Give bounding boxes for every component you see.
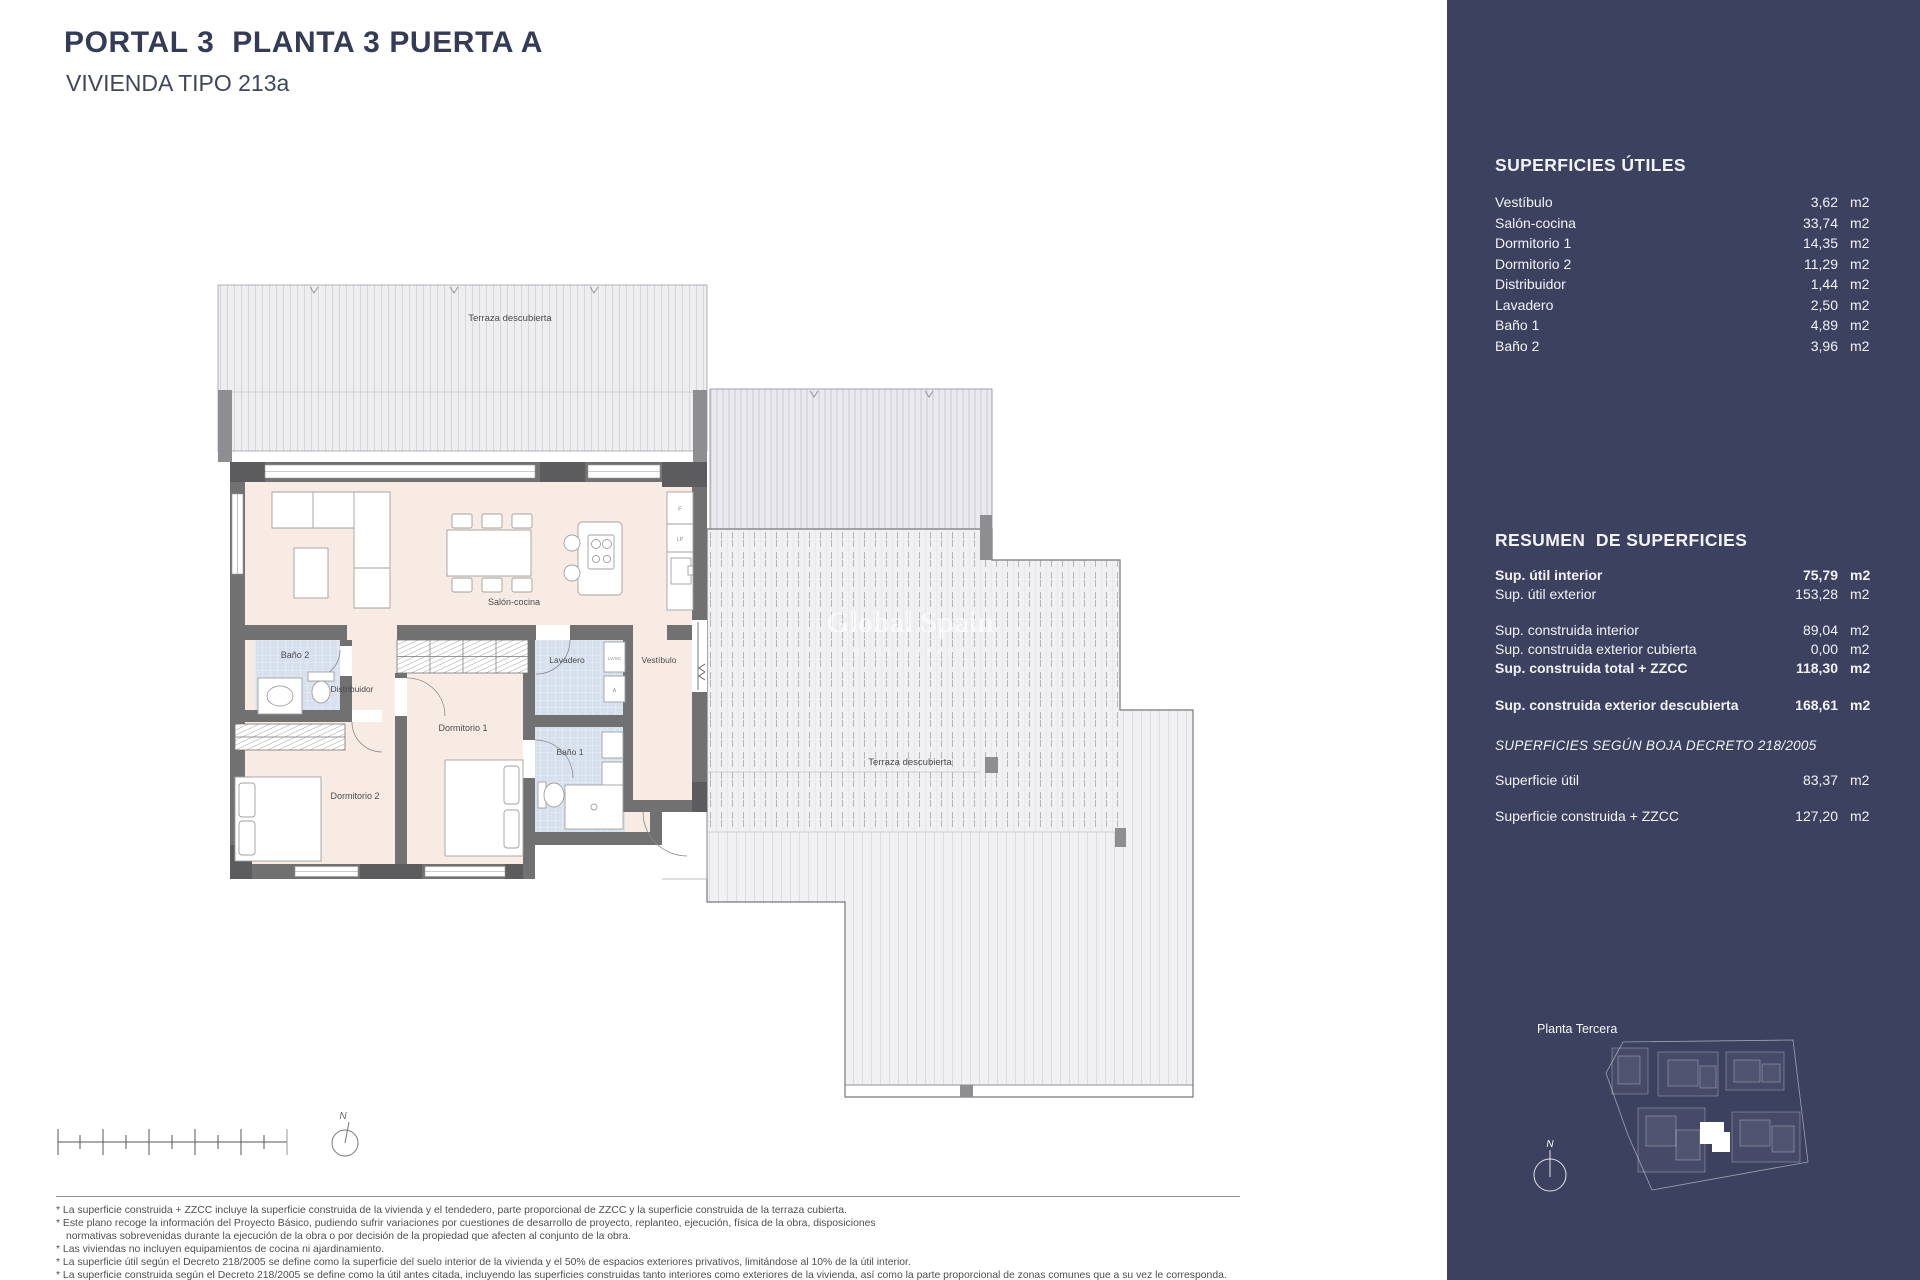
footnote-line: * La superficie construida según el Decreto 218/2005 se define como la útil antes citada, incluyendo las superficies construidas tanto interiores como exteriores de la vivienda, así como la parte proporcional de zonas comunes que a su vez le corresponda. xyxy=(56,1270,1227,1280)
bedroom1-label: Dormitorio 1 xyxy=(438,723,488,733)
summary-row: Sup. construida exterior cubierta 0,00 m2 xyxy=(1495,641,1870,657)
siteplan-north-icon xyxy=(1534,1139,1566,1191)
fridge-label: F xyxy=(678,507,682,513)
footnote-line: * Las viviendas no incluyen equipamientos de cocina ni ajardinamiento. xyxy=(56,1244,385,1256)
site-mini-plan xyxy=(1500,1030,1920,1230)
storage-label: A xyxy=(612,688,617,694)
surface-row: Dormitorio 2 11,29 m2 xyxy=(1495,255,1870,272)
footnotes xyxy=(56,1196,1356,1280)
surfaces-summary-section xyxy=(1447,530,1920,716)
useful-surfaces-title: SUPERFICIES ÚTILES xyxy=(1495,155,1686,175)
dining-table xyxy=(447,530,531,576)
bath1-cabinet xyxy=(602,732,623,758)
footnote-line: * La superficie útil según el Decreto 218/2005 se define como la superficie del suelo interior de la vivienda y el 50% de espacios exteriores privativos, limitándose al 10% de la útil interior. xyxy=(56,1257,911,1269)
footnote-line: * La superficie construida + ZZCC incluye la superficie construida de la vivienda y el tendedero, parte proporcional de ZZCC y la superficie construida de la terraza cubierta. xyxy=(56,1205,847,1216)
surface-row: Baño 1 4,89 m2 xyxy=(1495,317,1870,333)
floor-plan-drawing xyxy=(210,280,1210,1110)
surface-row: Lavadero 2,50 m2 xyxy=(1495,296,1870,313)
summary-row: Sup. construida total + ZZCC 118,30 m2 xyxy=(1495,660,1871,676)
apartment xyxy=(230,462,707,879)
summary-row: Sup. construida exterior descubierta 168,61 m2 xyxy=(1495,697,1871,713)
footnote-line: normativas sobrevenidas durante la ejecución de la obra o por decisión de la propiedad que afecten al conjunto de la obra. xyxy=(66,1231,631,1243)
stool xyxy=(564,565,580,581)
scale-bar xyxy=(58,1129,287,1155)
surface-row: Salón-cocina 33,74 m2 xyxy=(1495,214,1870,231)
terrace-top xyxy=(218,285,707,462)
surface-row: Distribuidor 1,44 m2 xyxy=(1495,276,1870,292)
terrace-right xyxy=(707,515,1193,1097)
washer-label: LV/SC xyxy=(607,657,622,662)
bath1-label: Baño 1 xyxy=(556,747,584,757)
watermark-tagline: REAL ESTATE xyxy=(853,647,967,659)
boja-decree-title: SUPERFICIES SEGÚN BOJA DECRETO 218/2005 xyxy=(1495,738,1817,753)
vestibule-label: Vestíbulo xyxy=(641,655,677,665)
pantry-label: LP xyxy=(676,537,684,543)
scale-and-compass xyxy=(40,1098,380,1178)
stool xyxy=(564,535,580,551)
surface-row: Dormitorio 1 14,35 m2 xyxy=(1495,235,1870,251)
laundry-label: Lavadero xyxy=(549,655,585,665)
boja-row: Superficie útil 83,37 m2 xyxy=(1495,772,1870,788)
page-title: PORTAL 3 PLANTA 3 PUERTA A xyxy=(64,26,544,59)
boja-row: Superficie construida + ZZCC 127,20 m2 xyxy=(1495,808,1870,824)
bath2-label: Baño 2 xyxy=(280,650,310,660)
site-buildings xyxy=(1612,1048,1800,1172)
watermark-name: Global Spain xyxy=(826,606,994,639)
toilet-2 xyxy=(308,672,334,681)
north-compass-icon xyxy=(332,1111,358,1156)
footer-divider xyxy=(56,1196,1240,1197)
siteplan-north-label: N xyxy=(1546,1139,1554,1150)
summary-row: Sup. útil exterior 153,28 m2 xyxy=(1495,586,1870,602)
terrace-right-label: Terraza descubierta xyxy=(868,757,952,768)
summary-row: Sup. útil interior 75,79 m2 xyxy=(1495,567,1871,583)
salon-label: Salón-cocina xyxy=(487,597,541,607)
roof-block xyxy=(710,389,992,529)
terrace-top-label: Terraza descubierta xyxy=(468,313,552,324)
footnote-line: * Este plano recoge la información del Proyecto Básico, pudiendo sufrir variaciones por cuestiones de desarrollo de proyecto, replanteo, ejecución, física de la obra, disposiciones xyxy=(56,1218,876,1230)
boja-decree-section xyxy=(1447,738,1920,827)
coffee-table xyxy=(294,548,328,598)
surface-row: Vestíbulo 3,62 m2 xyxy=(1495,194,1870,210)
surface-row: Baño 2 3,96 m2 xyxy=(1495,337,1870,354)
page-subtitle: VIVIENDA TIPO 213a xyxy=(66,70,290,96)
bedroom2-label: Dormitorio 2 xyxy=(330,791,380,801)
summary-row: Sup. construida interior 89,04 m2 xyxy=(1495,622,1870,638)
distribuidor-label: Distribuidor xyxy=(330,684,374,694)
compass-north-label: N xyxy=(339,1111,347,1122)
surfaces-summary-title: RESUMEN DE SUPERFICIES xyxy=(1495,530,1748,550)
siteplan-label: Planta Tercera xyxy=(1537,1022,1618,1036)
useful-surfaces-section xyxy=(1447,155,1920,358)
